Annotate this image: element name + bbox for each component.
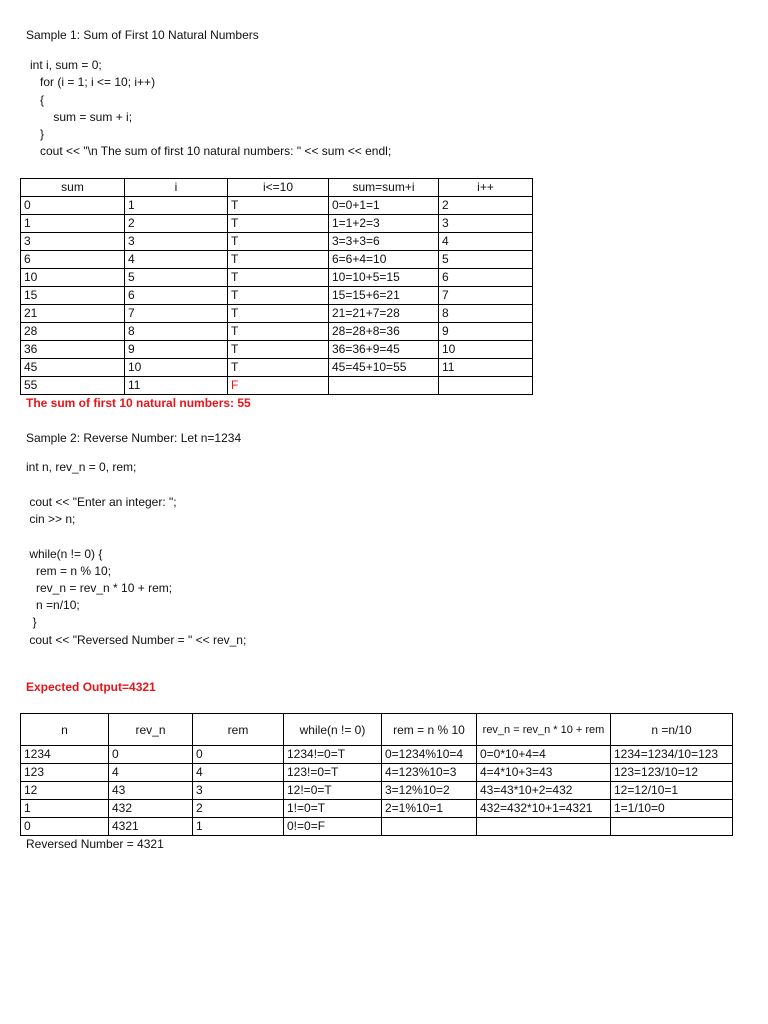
table-cell: 1234 [21,746,109,764]
column-header: sum=sum+i [329,179,439,197]
table-cell: 4 [125,251,228,269]
column-header: rev_n [109,714,193,746]
table-cell: 1 [21,800,109,818]
table-cell: T [228,323,329,341]
table-cell: 9 [125,341,228,359]
table-cell: 1=1/10=0 [611,800,733,818]
table-cell [439,377,533,395]
table-cell: 12!=0=T [284,782,382,800]
table-cell [477,818,611,836]
table-cell: 11 [125,377,228,395]
column-header: while(n != 0) [284,714,382,746]
table-cell: 0=1234%10=4 [382,746,477,764]
table-cell: 9 [439,323,533,341]
code-line: } [30,127,45,141]
table-cell: 0 [109,746,193,764]
table-cell [329,377,439,395]
table-cell-false: F [228,377,329,395]
table-cell: 10 [21,269,125,287]
table-cell: 1234!=0=T [284,746,382,764]
table-cell: 5 [439,251,533,269]
table-cell: 1 [21,215,125,233]
table-row [21,269,533,287]
table-cell: 0 [21,818,109,836]
table-cell: 1=1+2=3 [329,215,439,233]
table-cell: 5 [125,269,228,287]
column-header: sum [21,179,125,197]
table-cell [611,818,733,836]
table-cell: 43=43*10+2=432 [477,782,611,800]
table-cell: 3=3+3=6 [329,233,439,251]
table-cell: 36 [21,341,125,359]
table-cell: 4 [193,764,284,782]
table-cell: 2=1%10=1 [382,800,477,818]
code-line: int n, rev_n = 0, rem; [26,460,137,474]
table-cell: 123=123/10=12 [611,764,733,782]
code-line: int i, sum = 0; [30,58,102,72]
table-cell: 7 [125,305,228,323]
table-cell: 1 [193,818,284,836]
table-cell: 3 [439,215,533,233]
table-cell: 7 [439,287,533,305]
table-cell: 12 [21,782,109,800]
table-cell: 3 [125,233,228,251]
table-cell: 10 [439,341,533,359]
table-cell: 3 [193,782,284,800]
table-cell: 10=10+5=15 [329,269,439,287]
table-cell: 0=0*10+4=4 [477,746,611,764]
trace-table-reverse [20,713,733,836]
table-cell: T [228,233,329,251]
code-line: for (i = 1; i <= 10; i++) [30,75,156,89]
table-row [21,800,733,818]
code-line: cout << "Enter an integer: "; [26,495,177,509]
table-cell: 21 [21,305,125,323]
trace-table-sum [20,178,533,395]
column-header: rev_n = rev_n * 10 + rem [477,714,611,746]
table-cell: 15 [21,287,125,305]
table-cell: 3 [21,233,125,251]
table-cell: 36=36+9=45 [329,341,439,359]
table-cell: T [228,305,329,323]
table-cell: 43 [109,782,193,800]
table-cell: 4=123%10=3 [382,764,477,782]
table-cell: 1 [125,197,228,215]
sample2-heading: Sample 2: Reverse Number: Let n=1234 [26,431,242,445]
column-header: i++ [439,179,533,197]
table-cell: T [228,287,329,305]
table-cell: 6 [439,269,533,287]
table-cell: 2 [439,197,533,215]
code-line: { [30,93,45,107]
table-cell: 3=12%10=2 [382,782,477,800]
table-cell: 432=432*10+1=4321 [477,800,611,818]
table-row [21,377,533,395]
table-cell: 28 [21,323,125,341]
table-cell: 0 [21,197,125,215]
table-cell: 6 [125,287,228,305]
table-row [21,818,733,836]
sample1-heading: Sample 1: Sum of First 10 Natural Numbers [26,28,259,42]
column-header: rem [193,714,284,746]
code-line: rem = n % 10; [26,564,112,578]
table-row [21,359,533,377]
table-cell: 1234=1234/10=123 [611,746,733,764]
table-cell: 2 [125,215,228,233]
expected-output: Expected Output=4321 [26,680,156,694]
table-cell: 55 [21,377,125,395]
table-cell [382,818,477,836]
table-cell: 8 [125,323,228,341]
table-cell: T [228,215,329,233]
column-header: rem = n % 10 [382,714,477,746]
sample1-result: The sum of first 10 natural numbers: 55 [26,396,251,410]
table-cell: 2 [193,800,284,818]
table-row [21,764,733,782]
table-row [21,197,533,215]
table-cell: T [228,269,329,287]
table-cell: 12=12/10=1 [611,782,733,800]
column-header: n =n/10 [611,714,733,746]
table-row [21,215,533,233]
table-cell: 15=15+6=21 [329,287,439,305]
table-cell: 432 [109,800,193,818]
code-line: rev_n = rev_n * 10 + rem; [26,581,173,595]
code-line: cin >> n; [26,512,76,526]
table-cell: 10 [125,359,228,377]
table-cell: 45=45+10=55 [329,359,439,377]
table-row [21,251,533,269]
table-cell: 123!=0=T [284,764,382,782]
table-cell: 6=6+4=10 [329,251,439,269]
table-cell: 4=4*10+3=43 [477,764,611,782]
table-cell: T [228,359,329,377]
table-cell: 0=0+1=1 [329,197,439,215]
table-cell: 8 [439,305,533,323]
code-line: } [26,615,37,629]
column-header: i<=10 [228,179,329,197]
table-cell: 4 [109,764,193,782]
table-cell: 123 [21,764,109,782]
table-cell: 0!=0=F [284,818,382,836]
table-cell: 45 [21,359,125,377]
code-line: cout << "Reversed Number = " << rev_n; [26,633,247,647]
table-cell: 4 [439,233,533,251]
code-line: while(n != 0) { [26,547,103,561]
table-row [21,305,533,323]
table-cell: 0 [193,746,284,764]
table-cell: 6 [21,251,125,269]
column-header: i [125,179,228,197]
table-cell: 1!=0=T [284,800,382,818]
table-row [21,782,733,800]
code-line: sum = sum + i; [30,110,133,124]
table-cell: 11 [439,359,533,377]
code-line: n =n/10; [26,598,80,612]
table-row [21,287,533,305]
column-header: n [21,714,109,746]
table-cell: T [228,341,329,359]
code-line: cout << "\n The sum of first 10 natural numbers: " << sum << endl; [30,144,392,158]
sample2-result: Reversed Number = 4321 [26,837,164,851]
table-row [21,746,733,764]
table-row [21,233,533,251]
table-row [21,341,533,359]
table-cell: T [228,197,329,215]
table-cell: 28=28+8=36 [329,323,439,341]
table-cell: T [228,251,329,269]
table-cell: 4321 [109,818,193,836]
table-row [21,323,533,341]
table-cell: 21=21+7=28 [329,305,439,323]
